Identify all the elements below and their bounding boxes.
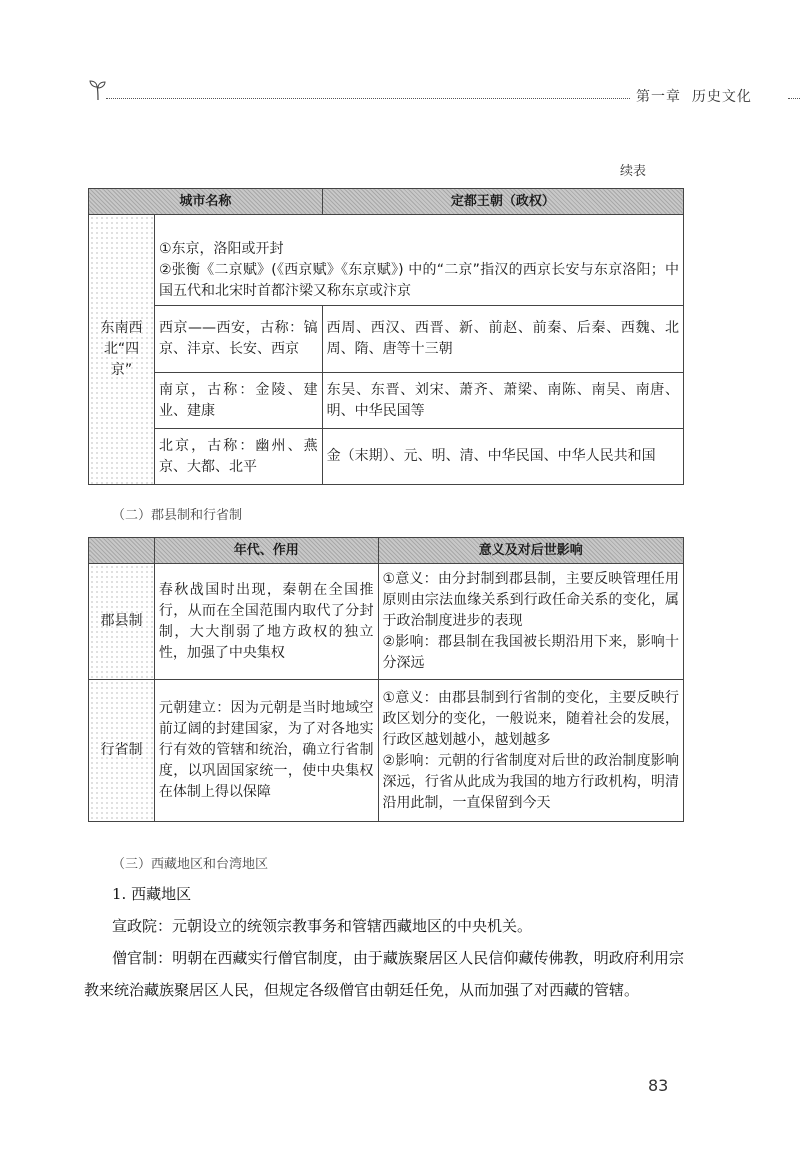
paragraph-xuanzhengyuan: 宣政院：元朝设立的统领宗教事务和管辖西藏地区的中央机关。 <box>112 917 533 935</box>
era-cell: 春秋战国时出现，秦朝在全国推行，从而在全国范围内取代了分封制，大大削弱了地方政权的独立性，加强了中央集权 <box>154 564 378 680</box>
sprout-icon <box>88 78 108 102</box>
header-rule-left <box>106 98 630 99</box>
chapter-title: 第一章 历史文化 <box>636 89 752 105</box>
continued-label: 续表 <box>620 164 647 179</box>
heading-tibet: 1. 西藏地区 <box>112 885 192 903</box>
city-cell: 西京——西安，古称：镐京、沣京、长安、西京 <box>154 306 322 373</box>
section-title-commandery: （二）郡县制和行省制 <box>112 508 243 523</box>
page-number: 83 <box>648 1076 669 1095</box>
table2-header-impact: 意义及对后世影响 <box>378 538 683 564</box>
four-capitals-label: 东南西北“四京” <box>89 215 155 485</box>
dynasty-cell: 金（末期）、元、明、清、中华民国、中华人民共和国 <box>322 429 683 485</box>
city-cell: 北京，古称：幽州、燕京、大都、北平 <box>154 429 322 485</box>
capitals-intro: ①东京，洛阳或开封 ②张衡《二京赋》(《西京赋》《东京赋》) 中的“二京”指汉的西京长安与东京洛阳；中国五代和北宋时首都汴梁又称东京或汴京 <box>154 215 683 306</box>
paragraph-monk-official: 僧官制：明朝在西藏实行僧官制度，由于藏族聚居区人民信仰藏传佛教，明政府利用宗教来统治藏族聚居区人民，但规定各级僧官由朝廷任免，从而加强了对西藏的管辖。 <box>84 949 684 999</box>
table1-header-city: 城市名称 <box>89 189 323 215</box>
table2-header-blank <box>89 538 155 564</box>
table1-header-dynasty: 定都王朝（政权） <box>322 189 683 215</box>
table2-header-era: 年代、作用 <box>154 538 378 564</box>
era-cell: 元朝建立：因为元朝是当时地域空前辽阔的封建国家，为了对各地实行有效的管辖和统治，确立行省制度，以巩固国家统一，使中央集权在体制上得以保障 <box>154 680 378 822</box>
system-name-cell: 行省制 <box>89 680 155 822</box>
city-cell: 南京，古称：金陵、建业、建康 <box>154 373 322 429</box>
dynasty-cell: 东吴、东晋、刘宋、萧齐、萧梁、南陈、南吴、南唐、明、中华民国等 <box>322 373 683 429</box>
impact-cell: ①意义：由郡县制到行省制的变化，主要反映行政区划分的变化，一般说来，随着社会的发展，行政区越划越小，越划越多 ②影响：元朝的行省制度对后世的政治制度影响深远，行省从此成为我国的地方行政机构，明清沿用此制，一直保留到今天 <box>378 680 683 822</box>
commandery-province-table <box>88 537 684 822</box>
section-title-tibet-taiwan: （三）西藏地区和台湾地区 <box>112 857 269 872</box>
dynasty-cell: 西周、西汉、西晋、新、前赵、前秦、后秦、西魏、北周、隋、唐等十三朝 <box>322 306 683 373</box>
capitals-table <box>88 188 684 485</box>
impact-cell: ①意义：由分封制到郡县制，主要反映管理任用原则由宗法血缘关系到行政任命关系的变化，属于政治制度进步的表现 ②影响：郡县制在我国被长期沿用下来，影响十分深远 <box>378 564 683 680</box>
running-header <box>88 78 752 108</box>
header-rule-right <box>788 98 800 99</box>
system-name-cell: 郡县制 <box>89 564 155 680</box>
